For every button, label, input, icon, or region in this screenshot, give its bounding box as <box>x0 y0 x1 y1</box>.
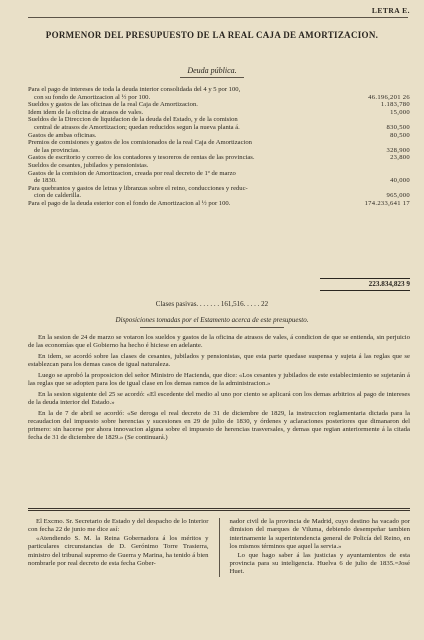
budget-row <box>28 101 410 109</box>
budget-row <box>28 109 410 117</box>
clases-pasivas: Clases pasivas. . . . . . . 161,516. . . . . 22 <box>155 300 269 308</box>
budget-row-value <box>404 162 410 170</box>
budget-row-value: 46.196,201 26 <box>368 93 410 101</box>
budget-row-text: Para el pago de la deuda esterior con el fondo de Amortizacion al ½ por 100. <box>28 199 231 207</box>
budget-row <box>28 132 410 140</box>
budget-row-value <box>404 86 410 94</box>
budget-row-value: 830,500 <box>386 123 410 131</box>
paragraph: En la de 7 de abril se acordó: «Se deroga el real decreto de 31 de diciembre de 1829, la instruccion reglamentaria dictada para la recaudacion del impuesto sobre herencias y sucesiones en 29 de julio de 1830, y órdenes y aclaraciones posteriores que dimanaron del primero: sin hacerse por ahora innovacion alguna sobre el impuesto de herencias trasversales, y demas que regian anteriormente á la citada fecha de 31 de diciembre de 1829.» (Se continuará.) <box>28 410 410 441</box>
budget-row-text: cion de calderilla. <box>34 192 82 200</box>
budget-row-value <box>404 185 410 193</box>
budget-row-text: Para el pago de intereses de toda la deuda interior consolidada del 4 y 5 por 100, <box>28 86 241 93</box>
budget-row <box>28 147 410 155</box>
budget-row-value <box>404 116 410 124</box>
budget-row-value: 328,900 <box>386 146 410 154</box>
budget-row-text: de 1830. <box>34 177 57 185</box>
budget-row-text: de las provincias. <box>34 146 80 154</box>
budget-row-text: con su fondo de Amortizacion al ½ por 100. <box>34 93 151 101</box>
disposiciones-rule <box>140 327 284 328</box>
budget-row-value: 15,000 <box>390 108 410 116</box>
budget-total: 223.834,823 9 <box>368 280 410 288</box>
section-subtitle: Deuda pública. <box>187 66 237 75</box>
budget-row <box>28 94 410 102</box>
paragraph: Luego se aprobó la proposicion del señor Ministro de Hacienda, que dice: «Los cesantes y jubilados de este establecimiento se sujetarán á las reglas que se adopten para los de igual clase en los demas ramos de la administracion.» <box>28 372 410 387</box>
budget-row-text: Para quebrantos y gastos de letras y libranzas sobre el reino, conducciones y reduc- <box>28 184 248 192</box>
budget-row-text: Idem idem de la oficina de atrasos de vales. <box>28 108 144 116</box>
budget-row <box>28 192 410 200</box>
budget-row-text: Gastos de ambas oficinas. <box>28 131 97 139</box>
budget-row-value: 1.183,780 <box>380 101 410 109</box>
paragraph: Lo que hago saber á las justicias y ayuntamientos de esta provincia para su inteligencia. Huelva 6 de julio de 1835.=José Huet. <box>229 551 410 576</box>
budget-row <box>28 116 410 124</box>
top-rule <box>28 17 408 18</box>
budget-row <box>28 162 410 170</box>
paragraph: El Excmo. Sr. Secretario de Estado y del despacho de lo Interior con fecha 22 de junio me dice así: <box>28 518 209 534</box>
two-column-notice <box>28 518 410 577</box>
budget-row-text: Gastos de la comision de Amortizacion, creada por real decreto de 1º de marzo <box>28 169 236 177</box>
budget-row-text: Premios de comisiones y gastos de los comisionados de la real Caja de Amortizacion <box>28 139 252 147</box>
paragraph: En la sesion de 24 de marzo se votaron los sueldos y gastos de la oficina de atrasos de vales, á condicion de que se entienda, sin perjuicio de las economías que el Gobierno ha hecho é hiciese en adelante. <box>28 334 410 349</box>
subtitle-rule <box>180 77 244 78</box>
budget-row <box>28 86 410 94</box>
letter-marker: LETRA E. <box>371 6 410 15</box>
budget-row <box>28 170 410 178</box>
budget-row-text: Gastos de escritorio y correo de los contadores y tesoreros de rentas de las provincias. <box>28 154 255 162</box>
paragraph: «Atendiendo S. M. la Reina Gobernadora á los méritos y particulares circunstancias de D. Gerónimo Torre Trasierra, ministro del tribunal supremo de Guerra y Marina, ha tenido á bien nombrarle por real decreto de esta fecha Gober- <box>28 534 209 568</box>
budget-row-value: 174.233,641 17 <box>364 199 410 207</box>
budget-row-text: central de atrasos de Amortizacion; quedan reducidos segun la nueva planta á. <box>34 123 240 131</box>
budget-row-text: Sueldos de la Direccion de liquidacion de la deuda del Estado, y de la comision <box>28 116 238 124</box>
budget-row-value: 80,500 <box>390 131 410 139</box>
budget-row-value: 40,000 <box>390 177 410 185</box>
budget-row-text: Sueldos de cesantes, jubilados y pensionistas. <box>28 161 149 169</box>
page-title: PORMENOR DEL PRESUPUESTO DE LA REAL CAJA DE AMORTIZACION. <box>45 30 379 40</box>
disposiciones-heading: Disposiciones tomadas por el Estamento acerca de este presupuesto. <box>115 316 309 324</box>
column-separator <box>219 518 220 577</box>
notice-column-right <box>230 518 411 577</box>
paragraph: En idem, se acordó sobre las clases de cesantes, jubilados y pensionistas, que esta parte quedase suspensa y sujeta á las reglas que se establezcan para los demas casos de igual naturaleza. <box>28 353 410 368</box>
budget-row-value: 23,800 <box>390 154 410 162</box>
budget-row <box>28 185 410 193</box>
budget-row <box>28 124 410 132</box>
paragraph: nador civil de la provincia de Madrid, cuyo destino ha vacado por dimision del marques de Viluma, debiendo desempeñar tambien interinamente la superintendencia general de Policía del Reino, en los mismos términos que aquel la servia.» <box>229 518 410 551</box>
total-rule <box>320 278 410 279</box>
budget-table <box>28 86 410 208</box>
budget-row-value <box>404 139 410 147</box>
body-text <box>28 334 410 445</box>
budget-row <box>28 139 410 147</box>
notice-column-left <box>28 518 209 577</box>
budget-row <box>28 154 410 162</box>
budget-row <box>28 177 410 185</box>
budget-row-value: 965,000 <box>386 192 410 200</box>
budget-row-text: Sueldos y gastos de las oficinas de la real Caja de Amortizacion. <box>28 101 198 109</box>
total-rule-bottom <box>320 290 410 291</box>
budget-row <box>28 200 410 208</box>
paragraph: En la sesion siguiente del 25 se acordó: «El escedente del medio al uno por ciento se aplicará con los demas arbitrios al pago de intereses de la deuda interior del Estado.» <box>28 391 410 406</box>
budget-row-value <box>404 170 410 178</box>
